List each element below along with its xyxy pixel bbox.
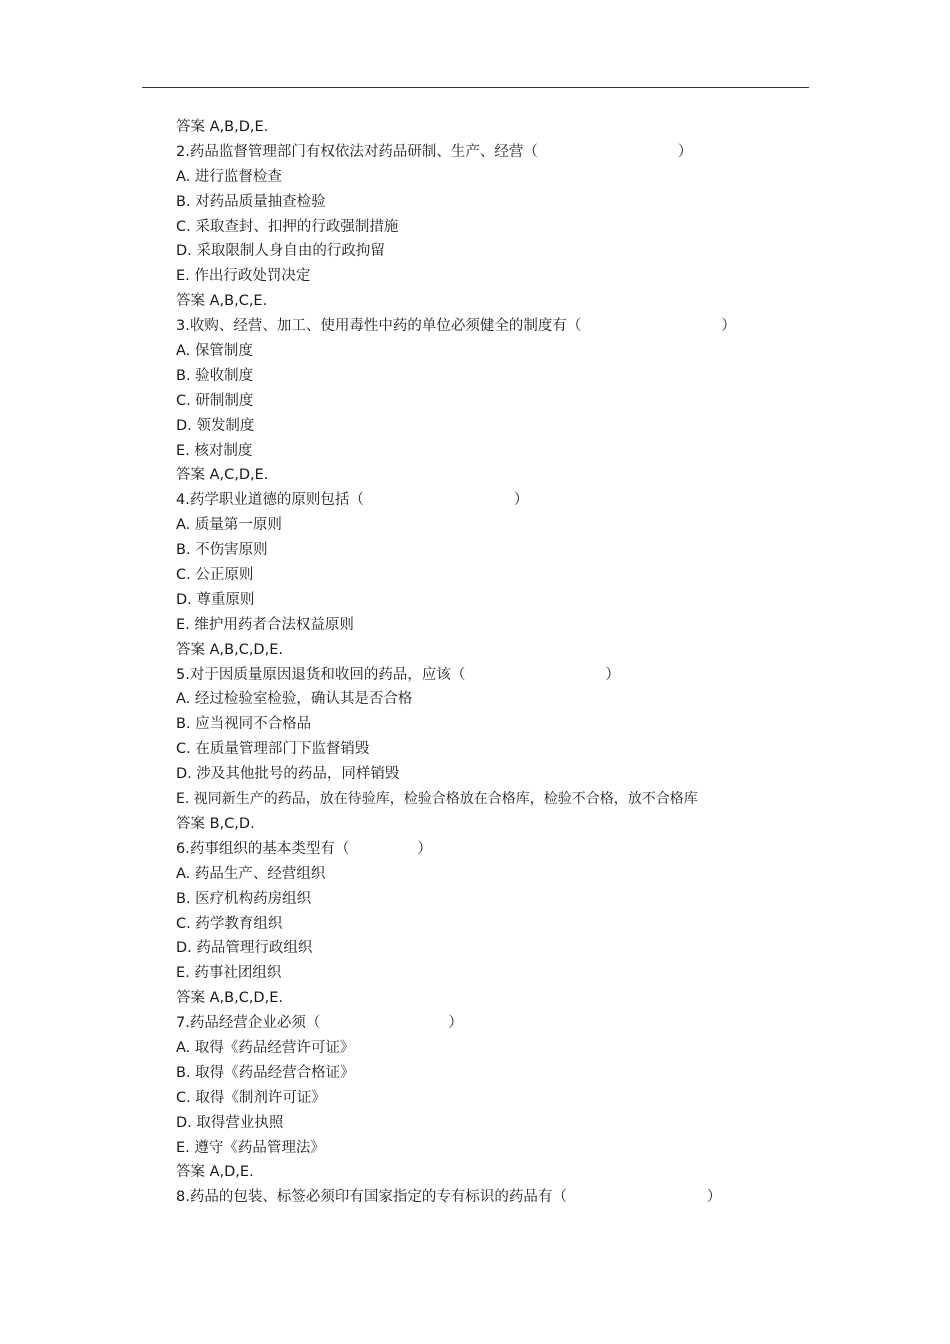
- line-text: 答案 A,C,D,E.: [176, 467, 269, 484]
- option-line: [176, 762, 816, 787]
- line-text: B. 不伤害原则: [176, 542, 268, 559]
- option-line: [176, 787, 816, 812]
- option-line: [176, 1086, 816, 1111]
- line-text: 5.对于因质量原因退货和收回的药品，应该（: [176, 666, 466, 683]
- line-text: A. 经过检验室检验，确认其是否合格: [176, 691, 413, 708]
- option-line: [176, 538, 816, 563]
- option-line: [176, 712, 816, 737]
- option-line: [176, 389, 816, 414]
- line-text: C. 采取查封、扣押的行政强制措施: [176, 218, 399, 235]
- option-line: [176, 1111, 816, 1136]
- line-text: C. 取得《制剂许可证》: [176, 1089, 326, 1106]
- option-line: [176, 1036, 816, 1061]
- line-text: 6.药事组织的基本类型有（: [176, 840, 350, 857]
- line-text: E. 药事社团组织: [176, 965, 282, 982]
- line-text: B. 医疗机构药房组织: [176, 890, 312, 907]
- line-text: A. 保管制度: [176, 343, 253, 360]
- line-text: 答案 A,B,D,E.: [176, 119, 269, 135]
- close-paren: ）: [448, 1015, 463, 1032]
- line-text: D. 尊重原则: [176, 591, 255, 608]
- line-text: D. 取得营业执照: [176, 1114, 284, 1131]
- line-text: 8.药品的包装、标签必须印有国家指定的专有标识的药品有（: [176, 1189, 567, 1206]
- line-text: A. 药品生产、经营组织: [176, 865, 326, 882]
- question-line: [176, 140, 816, 165]
- line-text: 答案 B,C,D.: [176, 815, 255, 832]
- line-text: A. 取得《药品经营许可证》: [176, 1039, 355, 1056]
- question-line: [176, 1011, 816, 1036]
- answer-line: [176, 1160, 816, 1185]
- question-line: [176, 488, 816, 513]
- close-paren: ）: [605, 666, 620, 683]
- line-text: B. 取得《药品经营合格证》: [176, 1064, 355, 1081]
- option-line: [176, 364, 816, 389]
- line-text: E. 作出行政处罚决定: [176, 268, 311, 285]
- option-line: [176, 1136, 816, 1161]
- line-text: A. 质量第一原则: [176, 517, 282, 534]
- line-text: D. 采取限制人身自由的行政拘留: [176, 243, 385, 260]
- line-text: D. 领发制度: [176, 417, 255, 434]
- line-text: C. 研制制度: [176, 392, 254, 409]
- line-text: B. 应当视同不合格品: [176, 716, 312, 733]
- line-text: E. 核对制度: [176, 442, 253, 459]
- line-text: 3.收购、经营、加工、使用毒性中药的单位必须健全的制度有（: [176, 318, 582, 335]
- option-line: [176, 588, 816, 613]
- answer-line: [176, 289, 816, 314]
- document-body: [176, 115, 816, 1210]
- close-paren: ）: [721, 318, 736, 335]
- option-line: [176, 563, 816, 588]
- option-line: [176, 165, 816, 190]
- answer-line: [176, 812, 816, 837]
- line-text: 答案 A,B,C,D,E.: [176, 641, 283, 658]
- header-rule: [142, 87, 809, 88]
- answer-line: [176, 463, 816, 488]
- option-line: [176, 215, 816, 240]
- line-text: C. 在质量管理部门下监督销毁: [176, 741, 370, 758]
- line-text: 7.药品经营企业必须（: [176, 1015, 321, 1032]
- line-text: B. 验收制度: [176, 367, 254, 384]
- line-text: C. 药学教育组织: [176, 915, 283, 932]
- answer-line: [176, 115, 816, 140]
- answer-line: [176, 986, 816, 1011]
- question-line: [176, 1185, 816, 1210]
- option-line: [176, 513, 816, 538]
- close-paren: ）: [513, 492, 529, 509]
- line-text: 4.药学职业道德的原则包括（: [176, 492, 364, 509]
- question-line: [176, 837, 816, 862]
- line-text: C. 公正原则: [176, 567, 254, 584]
- line-text: D. 药品管理行政组织: [176, 940, 313, 957]
- option-line: [176, 414, 816, 439]
- option-line: [176, 239, 816, 264]
- line-text: D. 涉及其他批号的药品，同样销毁: [176, 766, 400, 783]
- option-line: [176, 339, 816, 364]
- line-text: A. 进行监督检查: [176, 168, 282, 185]
- option-line: [176, 961, 816, 986]
- question-line: [176, 314, 816, 339]
- line-text: 2.药品监督管理部门有权依法对药品研制、生产、经营（: [176, 143, 538, 160]
- line-text: E. 维护用药者合法权益原则: [176, 616, 354, 633]
- option-line: [176, 613, 816, 638]
- option-line: [176, 912, 816, 937]
- close-paren: ）: [677, 143, 693, 160]
- option-line: [176, 737, 816, 762]
- answer-line: [176, 638, 816, 663]
- option-line: [176, 687, 816, 712]
- question-line: [176, 663, 816, 688]
- option-line: [176, 264, 816, 289]
- close-paren: ）: [417, 840, 432, 857]
- line-text: 答案 A,B,C,E.: [176, 293, 268, 310]
- line-text: 答案 A,B,C,D,E.: [176, 990, 283, 1007]
- option-line: [176, 887, 816, 912]
- option-line: [176, 1061, 816, 1086]
- line-text: 答案 A,D,E.: [176, 1164, 254, 1181]
- line-text: B. 对药品质量抽查检验: [176, 193, 326, 210]
- line-text: E. 视同新生产的药品，放在待验库，检验合格放在合格库，检验不合格，放不合格库: [176, 791, 698, 808]
- option-line: [176, 862, 816, 887]
- line-text: E. 遵守《药品管理法》: [176, 1139, 325, 1156]
- option-line: [176, 439, 816, 464]
- option-line: [176, 190, 816, 215]
- close-paren: ）: [706, 1189, 722, 1206]
- option-line: [176, 936, 816, 961]
